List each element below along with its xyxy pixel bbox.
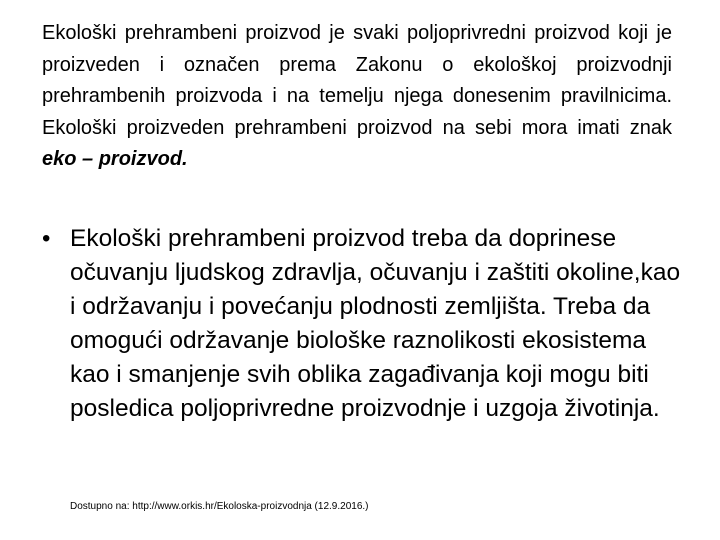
intro-paragraph (42, 18, 672, 176)
intro-text: Ekološki prehrambeni proizvod je svaki poljoprivredni proizvod koji je proizveden i označen prema Zakonu o ekološkoj proizvodnji prehrambenih proizvoda i na temelju njega donesenim pravilnicima. Ekološki proizveden prehrambeni proizvod na sebi mora imati znak (42, 22, 672, 139)
source-citation: Dostupno na: http://www.orkis.hr/Ekoloska-proizvodnja (12.9.2016.) (70, 501, 369, 512)
eko-proizvod-emphasis: eko – proizvod. (42, 148, 188, 170)
bullet-marker: • (42, 225, 51, 252)
bullet-item (42, 222, 682, 426)
bullet-text: Ekološki prehrambeni proizvod treba da doprinese očuvanju ljudskog zdravlja, očuvanju i zaštiti okoline,kao i održavanju i povećanju plodnosti zemljišta. Treba da omogući održavanje biološke raznolikosti ekosistema kao i smanjenje svih oblika zagađivanja koji mogu biti posledica poljoprivredne proizvodnje i uzgoja životinja. (70, 225, 681, 422)
